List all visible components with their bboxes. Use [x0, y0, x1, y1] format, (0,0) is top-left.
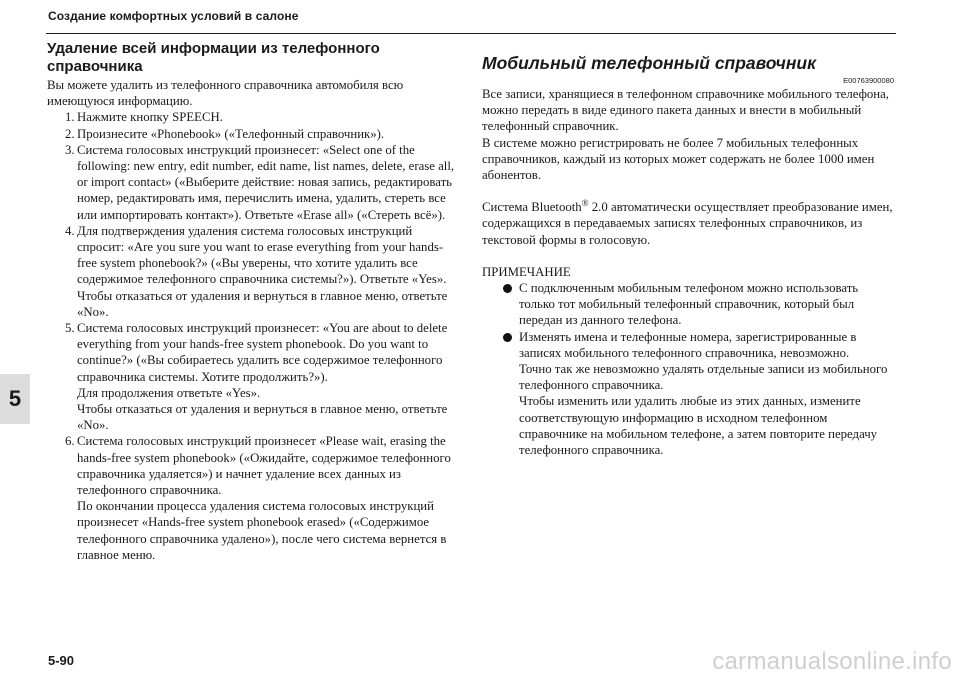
watermark: carmanualsonline.info: [712, 648, 952, 675]
step-item: [47, 126, 459, 142]
registered-mark: ®: [581, 198, 589, 209]
step-item: [47, 223, 459, 320]
step-text: Система голосовых инструкций произнесет: «Select one of the following: new entry, edit number, edit name, list names, delete, erase all, or import contact» («Выберите действие: новая запись, редактировать номер, редактировать имя, перечислить имена, удалить, стереть все или импортировать контакт»). Ответьте «Erase all» («Стереть всё»).: [77, 142, 455, 222]
paragraph-transfer: Все записи, хранящиеся в телефонном справочнике мобильного телефона, можно передать в виде единого пакета данных и внести в мобильный телефонный справочник.: [482, 87, 889, 134]
section-code: E00763900080: [843, 76, 894, 85]
section-header-title: Создание комфортных условий в салоне: [48, 9, 299, 23]
paragraph-bluetooth: [482, 199, 894, 248]
header-divider: [46, 33, 896, 34]
intro-paragraph: Вы можете удалить из телефонного справочника автомобиля всю имеющуюся информацию.: [47, 78, 404, 109]
step-text: По окончании процесса удаления система голосовых инструкций произнесет «Hands-free system phonebook erased» («Содержимое телефонного справочника удалено»), после чего система вернется в главное меню.: [77, 499, 447, 562]
step-item: [47, 320, 459, 433]
spacer: [482, 248, 894, 264]
step-text: Чтобы отказаться от удаления и вернуться в главное меню, ответьте «No».: [77, 288, 448, 319]
step-text: Система голосовых инструкций произнесет: «You are about to delete everything from your hands-free system phonebook. Do you want to continue?» («Вы собираетесь удалить все содержимое телефонного справочника системы. Хотите продолжить?»).: [77, 321, 448, 384]
step-text: Для подтверждения удаления система голосовых инструкций спросит: «Are you sure you want to erase everything from your hands-free system phonebook?» («Вы уверены, что хотите удалить все содержимое телефонного справочника системы?»). Ответьте «Yes».: [77, 223, 447, 287]
note-bullet-text: Изменять имена и телефонные номера, зарегистрированные в записях мобильного телефонного справочника, невозможно.: [519, 329, 857, 360]
note-bullet-item: [482, 329, 894, 459]
step-number: 3.: [65, 142, 75, 157]
right-column: [482, 53, 894, 458]
section-heading-delete: Удаление всей информации из телефонного справочника: [47, 40, 380, 75]
chapter-tab: 5: [0, 374, 30, 424]
step-item: [47, 109, 459, 125]
step-number: 6.: [65, 434, 75, 449]
note-label: ПРИМЕЧАНИЕ: [482, 264, 571, 279]
page-number: 5-90: [48, 653, 75, 668]
note-bullets: [482, 280, 894, 458]
step-item: [47, 433, 459, 563]
steps-list: [47, 109, 459, 563]
bluetooth-text-rest: 2.0 автоматически осуществляет преобразование имен, содержащихся в передаваемых записях телефонных справочников, из текстовой формы в голосовую.: [482, 200, 893, 247]
note-bullet-text: Точно так же невозможно удалять отдельные записи из мобильного телефонного справочника.: [519, 362, 888, 393]
paragraph-limits: В системе можно регистрировать не более 7 мобильных телефонных справочников, каждый из которых может содержать не более 1000 имен абонентов.: [482, 135, 875, 183]
step-number: 5.: [65, 321, 75, 336]
step-text: Система голосовых инструкций произнесет «Please wait, erasing the hands-free system phonebook» («Ожидайте, содержимое телефонного справочника удаляется») и начнет удаление всех данных из телефонного справочника.: [77, 434, 451, 498]
step-text: Нажмите кнопку SPEECH.: [77, 110, 223, 125]
section-heading-mobile-phonebook: Мобильный телефонный справочник: [482, 53, 816, 73]
step-text: Чтобы отказаться от удаления и вернуться в главное меню, ответьте «No».: [77, 402, 448, 433]
note-bullet-text: С подключенным мобильным телефоном можно использовать только тот мобильный телефонный справочник, который был передан из данного телефона.: [519, 281, 859, 328]
left-column: [47, 40, 459, 563]
bluetooth-text: Система Bluetooth: [482, 200, 582, 215]
step-number: 4.: [65, 223, 75, 238]
step-text: Произнесите «Phonebook» («Телефонный справочник»).: [77, 126, 385, 141]
spacer: [482, 183, 894, 199]
bullet-dot-icon: [503, 284, 512, 293]
step-number: 1.: [65, 110, 75, 125]
step-number: 2.: [65, 126, 75, 141]
note-bullet-item: [482, 280, 894, 329]
step-item: [47, 142, 459, 223]
bullet-dot-icon: [503, 333, 512, 342]
note-bullet-text: Чтобы изменить или удалить любые из этих данных, измените соответствующую информацию в исходном телефонном справочнике на мобильном телефоне, а затем повторите передачу телефонного справочника.: [519, 394, 878, 458]
step-text: Для продолжения ответьте «Yes».: [77, 385, 261, 400]
